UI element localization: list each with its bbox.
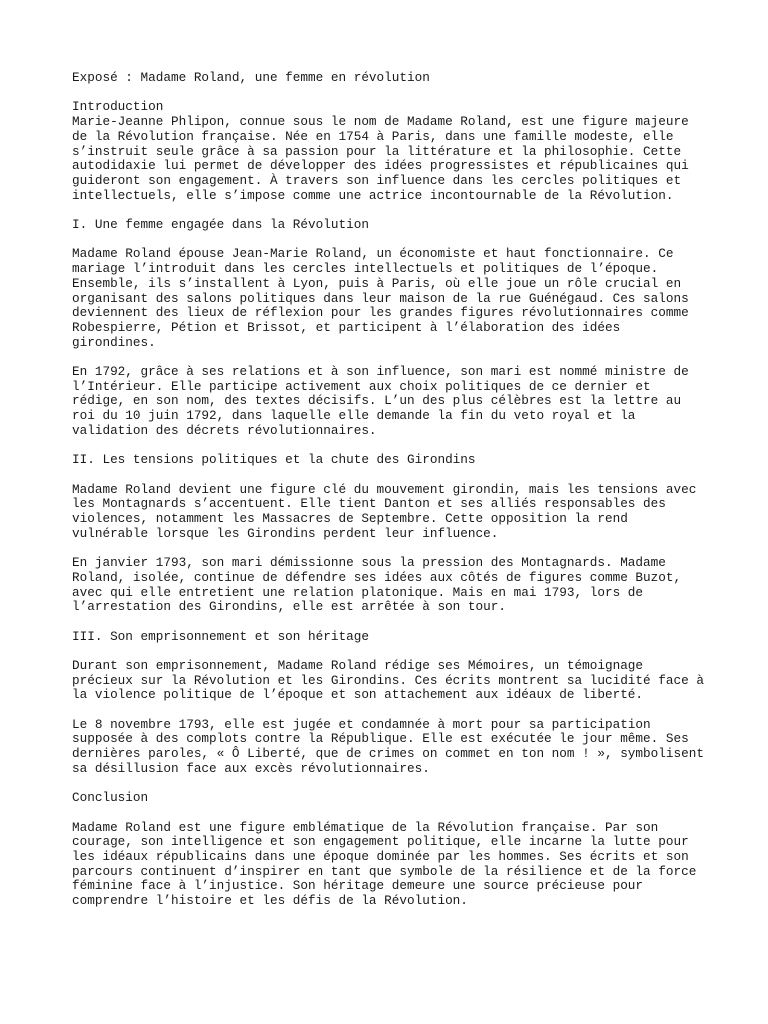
document-title: Exposé : Madame Roland, une femme en révolution (72, 70, 430, 85)
section-3-paragraph-2: Le 8 novembre 1793, elle est jugée et condamnée à mort pour sa participation supposée à des complots contre la République. Elle est exécutée le jour même. Ses dernières paroles, « Ô Liberté, que de crimes on commet en ton nom ! », symbolisent sa désillusion face aux excès révolutionnaires. (72, 716, 704, 776)
section-heading-2: II. Les tensions politiques et la chute des Girondins (72, 452, 476, 468)
section-2-paragraph-2: En janvier 1793, son mari démissionne sous la pression des Montagnards. Madame Roland, isolée, continue de défendre ses idées aux côtés de figures comme Buzot, avec qui elle entretient une relation platonique. Mais en mai 1793, lors de l’arrestation des Girondins, elle est arrêtée à son tour. (72, 555, 682, 615)
conclusion-heading: Conclusion (72, 790, 149, 806)
section-1-paragraph-1: Madame Roland épouse Jean-Marie Roland, un économiste et haut fonctionnaire. Ce mariage l’introduit dans les cercles intellectuels et politiques de l’époque. Ensemble, ils s’installent à Lyon, puis à Paris, où elle joue un rôle crucial en organisant des salons politiques dans leur maison de la rue Guénégaud. Ces salons deviennent des lieux de réflexion pour les grandes figures révolutionnaires comme Robespierre, Pétion et Brissot, et participent à l’élaboration des idées girondines. (72, 246, 689, 350)
conclusion-paragraph: Madame Roland est une figure emblématique de la Révolution française. Par son courage, son intelligence et son engagement politique, elle incarne la lutte pour les idéaux républicains dans une époque dominée par les hommes. Ses écrits et son parcours continuent d’inspirer en tant que symbole de la résilience et de la force féminine face à l’injustice. Son héritage demeure une source précieuse pour comprendre l’histoire et les défis de la Révolution. (72, 819, 697, 909)
introduction-paragraph: Marie-Jeanne Phlipon, connue sous le nom de Madame Roland, est une figure majeure de la Révolution française. Née en 1754 à Paris, dans une famille modeste, elle s’instruit seule grâce à sa passion pour la littérature et la philosophie. Cette autodidaxie lui permet de développer des idées progressistes et républicaines qui guideront son engagement. À travers son influence dans les cercles politiques et intellectuels, elle s’impose comme une actrice incontournable de la Révolution. (72, 114, 689, 203)
section-2-paragraph-1: Madame Roland devient une figure clé du mouvement girondin, mais les tensions avec les Montagnards s’accentuent. Elle tient Danton et ses alliés responsables des violences, notamment les Massacres de Septembre. Cette opposition la rend vulnérable lorsque les Girondins perdent leur influence. (72, 481, 697, 541)
introduction-heading: Introduction (72, 99, 164, 115)
section-heading-1: I. Une femme engagée dans la Révolution (72, 217, 369, 232)
section-heading-3: III. Son emprisonnement et son héritage (72, 628, 369, 644)
section-1-paragraph-2: En 1792, grâce à ses relations et à son influence, son mari est nommé ministre de l’Intérieur. Elle participe activement aux choix politiques de ce dernier et rédige, en son nom, des textes décisifs. L’un des plus célèbres est la lettre au roi du 10 juin 1792, dans laquelle elle demande la fin du veto royal et la validation des décrets révolutionnaires. (72, 364, 689, 438)
section-3-paragraph-1: Durant son emprisonnement, Madame Roland rédige ses Mémoires, un témoignage précieux sur la Révolution et les Girondins. Ces écrits montrent sa lucidité face à la violence politique de l’époque et son attachement aux idéaux de liberté. (72, 657, 704, 703)
